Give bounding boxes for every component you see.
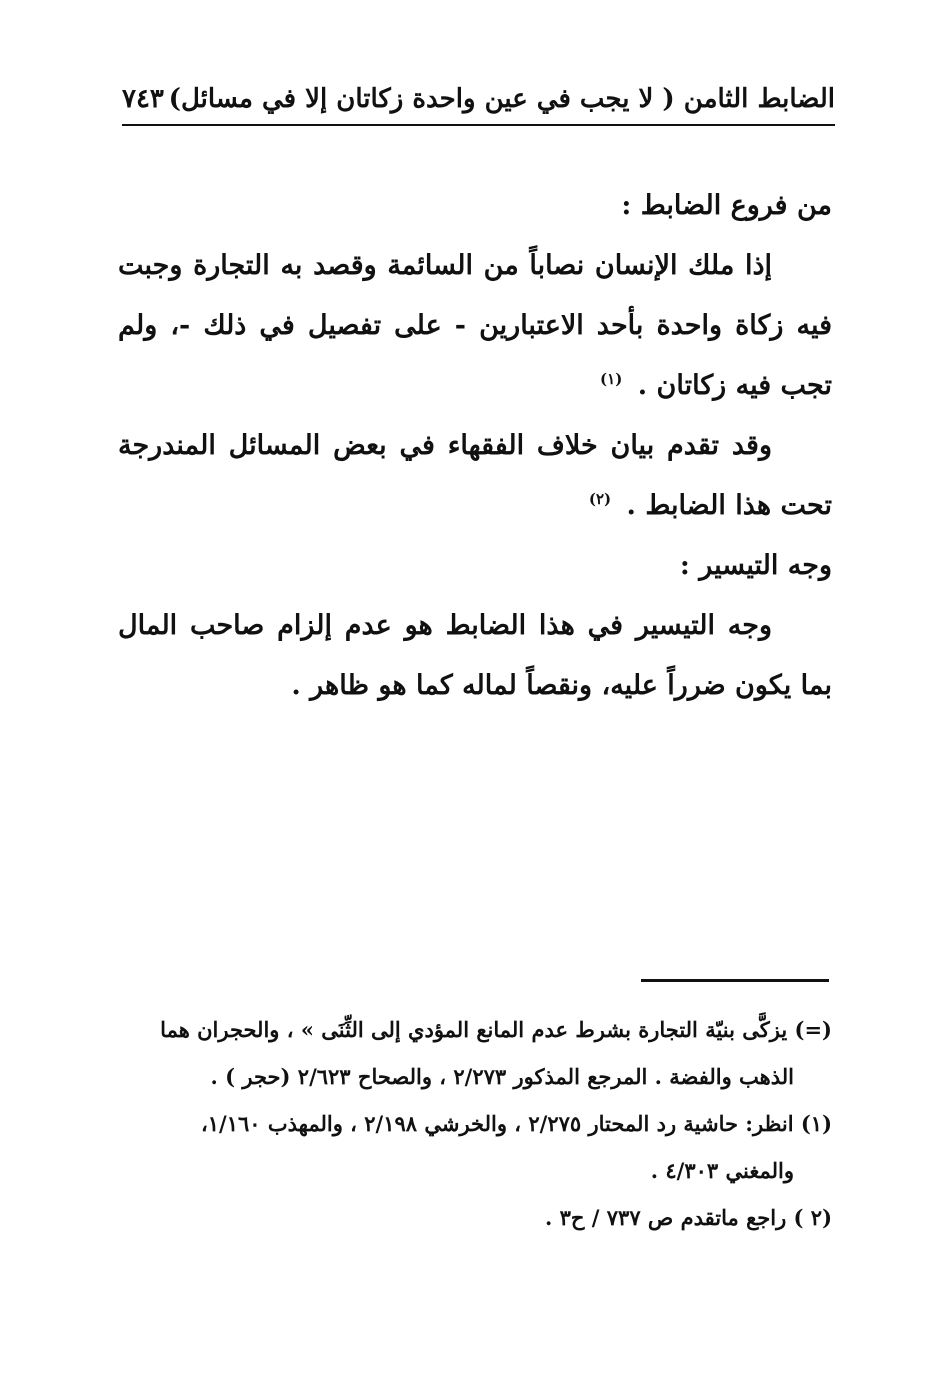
- paragraph-example: [118, 236, 832, 416]
- section-heading-branches: من فروع الضابط :: [621, 190, 832, 221]
- paragraph-previous-discussion: [118, 416, 832, 536]
- paragraph-example-text: إذا ملك الإنسان نصاباً من السائمة وقصد به التجارة وجبت فيه زكاة واحدة بأحد الاعتبارين - على تفصيل في ذلك -، ولم تجب فيه زكاتان .: [118, 250, 832, 401]
- main-text: [118, 176, 832, 716]
- section-heading-facilitation: وجه التيسير :: [679, 550, 832, 581]
- footnote-continued-line1: (=) يزكَّى بنيّة التجارة بشرط عدم المانع المؤدي إلى الثِّنَى » ، والحجران هما: [160, 1017, 832, 1042]
- footnote-1-line2: والمغني ٤/٣٠٣ .: [650, 1158, 794, 1183]
- paragraph-previous-discussion-text: وقد تقدم بيان خلاف الفقهاء في بعض المسائل المندرجة تحت هذا الضابط .: [118, 430, 832, 521]
- running-header: [122, 78, 835, 120]
- running-header-title: الضابط الثامن ( لا يجب في عين واحدة زكاتان إلا في مسائل): [168, 84, 835, 114]
- footnote-2: (٢ ) راجع ماتقدم ص ٧٣٧ / ح٣ .: [545, 1205, 832, 1230]
- footnote-ref-2: (٢): [588, 490, 612, 508]
- footnote-continued-line2: الذهب والفضة . المرجع المذكور ٢/٢٧٣ ، والصحاح ٢/٦٢٣ (حجر ) .: [210, 1064, 794, 1089]
- footnote-ref-1: (١): [600, 370, 623, 388]
- header-divider: [122, 124, 835, 126]
- page-number: ٧٤٣: [122, 84, 164, 114]
- footnotes: [118, 1006, 832, 1241]
- paragraph-facilitation: وجه التيسير في هذا الضابط هو عدم إلزام صاحب المال بما يكون ضرراً عليه، ونقصاً لماله كما هو ظاهر .: [118, 610, 832, 701]
- footnote-divider: [641, 979, 829, 982]
- footnote-1-line1: (١) انظر: حاشية رد المحتار ٢/٢٧٥ ، والخرشي ٢/١٩٨ ، والمهذب ١/١٦٠،: [200, 1111, 832, 1136]
